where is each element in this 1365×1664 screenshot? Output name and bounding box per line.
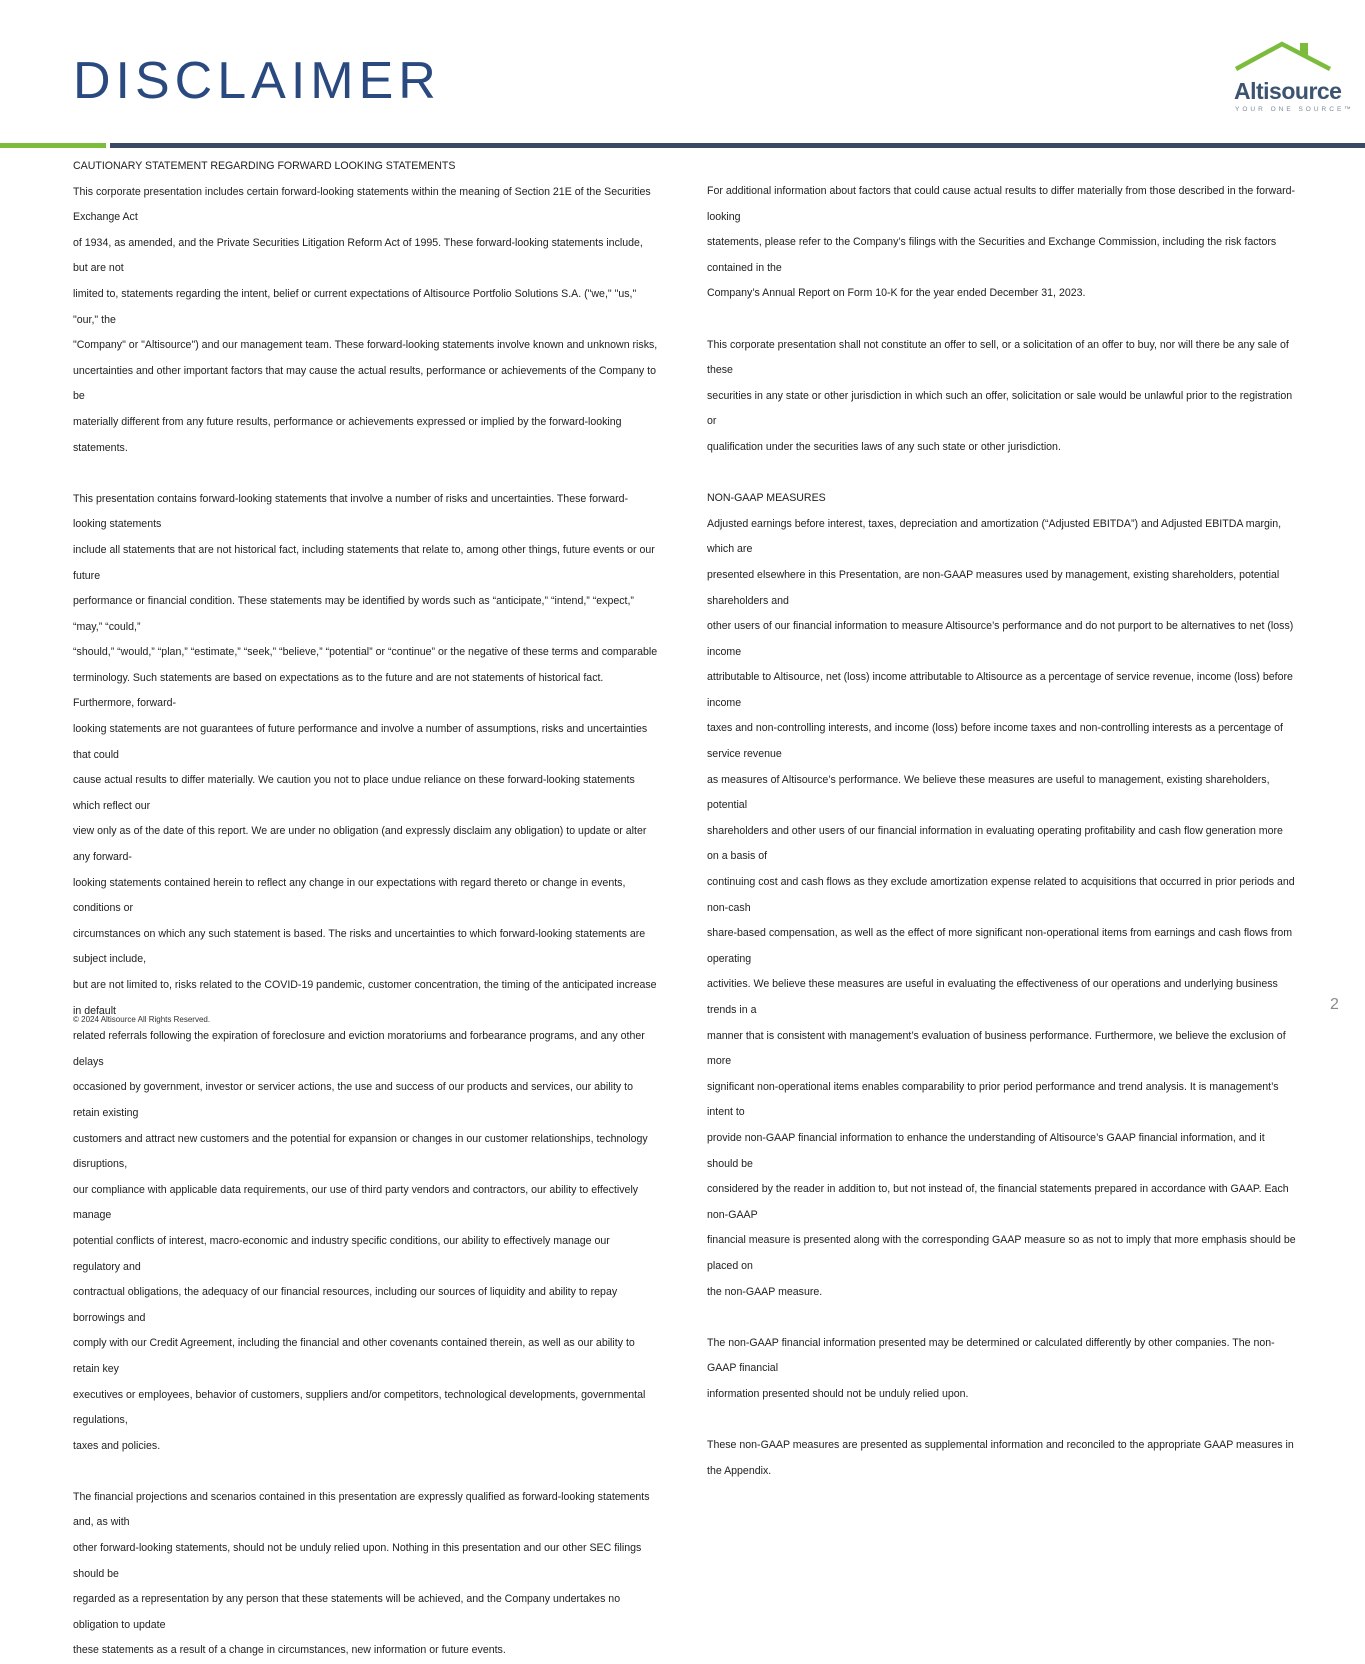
- text-line: This presentation contains forward-looking statements that involve a number of risks and uncertainties. These forward-looking statements: [73, 492, 629, 531]
- text-line: other users of our financial information to measure Altisource’s performance and do not purport to be alternatives to net (loss) income: [707, 620, 1294, 658]
- paragraph-gap: [707, 1408, 1297, 1434]
- altisource-logo: [1226, 40, 1354, 120]
- non-gaap-heading: NON-GAAP MEASURES: [707, 492, 826, 505]
- text-line: shareholders and other users of our financial information in evaluating operating profitability and cash flow generation more on a basis of: [707, 824, 1283, 863]
- text-line: customers and attract new customers and the potential for expansion or changes in our customer relationships, technology disruptions,: [73, 1132, 648, 1171]
- cautionary-paragraph-1: [73, 180, 658, 462]
- text-line: "Company" or "Altisource") and our management team. These forward-looking statements involve known and unknown risks,: [73, 339, 658, 352]
- text-line: For additional information about factors that could cause actual results to differ materially from those described in the forward-looking: [707, 185, 1296, 223]
- cautionary-heading: CAUTIONARY STATEMENT REGARDING FORWARD LOOKING STATEMENTS: [73, 160, 456, 172]
- text-line: This corporate presentation includes certain forward-looking statements within the meaning of Section 21E of the Securities Exchange Act: [73, 185, 651, 224]
- text-line: comply with our Credit Agreement, including the financial and other covenants contained therein, as well as our ability to retain key: [73, 1337, 635, 1375]
- text-line: provide non-GAAP financial information to enhance the understanding of Altisource’s GAAP financial information, and it should be: [707, 1131, 1265, 1170]
- text-line: our compliance with applicable data requirements, our use of third party vendors and contractors, our ability to effectively manage: [73, 1183, 639, 1222]
- header-rule-blue: [110, 143, 1365, 148]
- text-line: presented elsewhere in this Presentation, are non-GAAP measures used by management, existing shareholders, potential shareholders and: [707, 568, 1280, 607]
- text-line: related referrals following the expiration of foreclosure and eviction moratoriums and forbearance programs, and any other delays: [73, 1030, 645, 1068]
- text-line: These non-GAAP measures are presented as supplemental information and reconciled to the appropriate GAAP measures in the Appendix.: [707, 1439, 1294, 1477]
- paragraph-gap: [707, 307, 1297, 333]
- text-line: include all statements that are not historical fact, including statements that relate to, among other things, future events or our future: [73, 543, 655, 582]
- text-line: The non-GAAP financial information presented may be determined or calculated differently by other companies. The non-GAAP financial: [707, 1336, 1275, 1375]
- text-line: information presented should not be unduly relied upon.: [707, 1387, 969, 1400]
- text-line: cause actual results to differ materially. We caution you not to place undue reliance on these forward-looking statements which reflect our: [73, 774, 635, 812]
- paragraph-gap: [707, 1305, 1297, 1331]
- text-line: “should,” “would,” “plan,” “estimate,” “seek,” “believe,” “potential” or “continue” or the negative of these terms and comparable: [73, 646, 658, 659]
- text-line: but are not limited to, risks related to the COVID-19 pandemic, customer concentration, the timing of the anticipated increase in default: [73, 979, 657, 1017]
- text-line: as measures of Altisource’s performance. We believe these measures are useful to management, existing shareholders, potential: [707, 773, 1270, 812]
- paragraph-gap: [73, 461, 658, 487]
- non-gaap-paragraph-3: [707, 1433, 1297, 1484]
- text-line: attributable to Altisource, net (loss) income attributable to Altisource as a percentage of service revenue, income (loss) before income: [707, 671, 1293, 709]
- text-line: The financial projections and scenarios contained in this presentation are expressly qualified as forward-looking statements and, as with: [73, 1490, 650, 1529]
- additional-info-paragraph: [707, 179, 1297, 307]
- roof-icon: [1226, 40, 1346, 80]
- text-line: terminology. Such statements are based on expectations as to the future and are not statements of historical fact. Furthermore, forward-: [73, 671, 604, 710]
- text-line: view only as of the date of this report. We are under no obligation (and expressly disclaim any obligation) to update or alter any forward-: [73, 825, 647, 864]
- text-line: looking statements contained herein to reflect any change in our expectations with regard thereto or change in events, conditions or: [73, 876, 626, 915]
- text-line: considered by the reader in addition to, but not instead of, the financial statements prepared in accordance with GAAP. Each non-GAAP: [707, 1183, 1289, 1221]
- paragraph-gap: [73, 1459, 658, 1485]
- text-line: securities in any state or other jurisdiction in which such an offer, solicitation or sale would be unlawful prior to the registration or: [707, 389, 1293, 428]
- text-line: taxes and non-controlling interests, and income (loss) before income taxes and non-controlling interests as a percentage of service revenue: [707, 722, 1283, 761]
- text-line: other forward-looking statements, should not be unduly relied upon. Nothing in this presentation and our other SEC filings should be: [73, 1542, 642, 1580]
- header-accent-green: [0, 143, 106, 148]
- paragraph-gap: [707, 461, 1297, 487]
- no-offer-paragraph: [707, 333, 1297, 461]
- text-line: qualification under the securities laws of any such state or other jurisdiction.: [707, 440, 1061, 453]
- page-title: DISCLAIMER: [73, 52, 441, 110]
- copyright-notice: © 2024 Altisource All Rights Reserved.: [73, 1015, 211, 1024]
- logo-tagline: YOUR ONE SOURCE™: [1235, 106, 1354, 113]
- cautionary-paragraph-3: [73, 1485, 658, 1664]
- text-line: statements, please refer to the Company’s filings with the Securities and Exchange Commission, including the risk factors contained in the: [707, 236, 1277, 274]
- cautionary-paragraph-2: [73, 487, 658, 1460]
- non-gaap-paragraph-2: [707, 1331, 1297, 1408]
- text-line: limited to, statements regarding the intent, belief or current expectations of Altisource Portfolio Solutions S.A. ("we," "us," "our," the: [73, 287, 637, 326]
- text-line: these statements as a result of a change in circumstances, new information or future events.: [73, 1644, 506, 1657]
- right-column: [707, 179, 1297, 1484]
- text-line: activities. We believe these measures are useful in evaluating the effectiveness of our operations and underlying business trends in a: [707, 978, 1278, 1016]
- text-line: potential conflicts of interest, macro-economic and industry specific conditions, our ability to effectively manage our regulatory and: [73, 1234, 610, 1273]
- text-line: significant non-operational items enables comparability to prior period performance and trend analysis. It is management’s intent to: [707, 1080, 1279, 1119]
- text-line: contractual obligations, the adequacy of our financial resources, including our sources of liquidity and ability to repay borrowings and: [73, 1286, 618, 1324]
- text-line: uncertainties and other important factors that may cause the actual results, performance or achievements of the Company to be: [73, 364, 656, 403]
- text-line: executives or employees, behavior of customers, suppliers and/or competitors, technological developments, governmental regulations,: [73, 1388, 646, 1427]
- text-line: financial measure is presented along with the corresponding GAAP measure so as not to imply that more emphasis should be placed on: [707, 1234, 1296, 1272]
- logo-wordmark: Altisource: [1234, 78, 1342, 104]
- text-line: materially different from any future results, performance or achievements expressed or implied by the forward-looking statements.: [73, 415, 622, 454]
- page-number: 2: [1330, 996, 1339, 1013]
- text-line: regarded as a representation by any person that these statements will be achieved, and the Company undertakes no obligation to update: [73, 1593, 621, 1631]
- text-line: performance or financial condition. These statements may be identified by words such as “anticipate,” “intend,” “expect,” “may,” “could,”: [73, 595, 634, 633]
- left-column: [73, 154, 658, 1664]
- text-line: circumstances on which any such statement is based. The risks and uncertainties to which forward-looking statements are subject include,: [73, 927, 646, 966]
- text-line: occasioned by government, investor or servicer actions, the use and success of our products and services, our ability to retain existing: [73, 1081, 633, 1119]
- text-line: looking statements are not guarantees of future performance and involve a number of assumptions, risks and uncertainties that could: [73, 723, 648, 761]
- non-gaap-paragraph-1: [707, 512, 1297, 1305]
- text-line: Company’s Annual Report on Form 10-K for the year ended December 31, 2023.: [707, 287, 1086, 300]
- text-line: manner that is consistent with management’s evaluation of business performance. Furthermore, we believe the exclusion of more: [707, 1029, 1286, 1068]
- text-line: share-based compensation, as well as the effect of more significant non-operational items from earnings and cash flows from operating: [707, 927, 1293, 965]
- text-line: continuing cost and cash flows as they exclude amortization expense related to acquisitions that occurred in prior periods and non-cash: [707, 876, 1295, 914]
- text-line: This corporate presentation shall not constitute an offer to sell, or a solicitation of an offer to buy, nor will there be any sale of these: [707, 338, 1289, 377]
- text-line: taxes and policies.: [73, 1439, 161, 1452]
- text-line: the non-GAAP measure.: [707, 1285, 823, 1298]
- text-line: of 1934, as amended, and the Private Securities Litigation Reform Act of 1995. These forward-looking statements include, but are not: [73, 236, 643, 275]
- text-line: Adjusted earnings before interest, taxes, depreciation and amortization (“Adjusted EBITDA”) and Adjusted EBITDA margin, which are: [707, 517, 1282, 556]
